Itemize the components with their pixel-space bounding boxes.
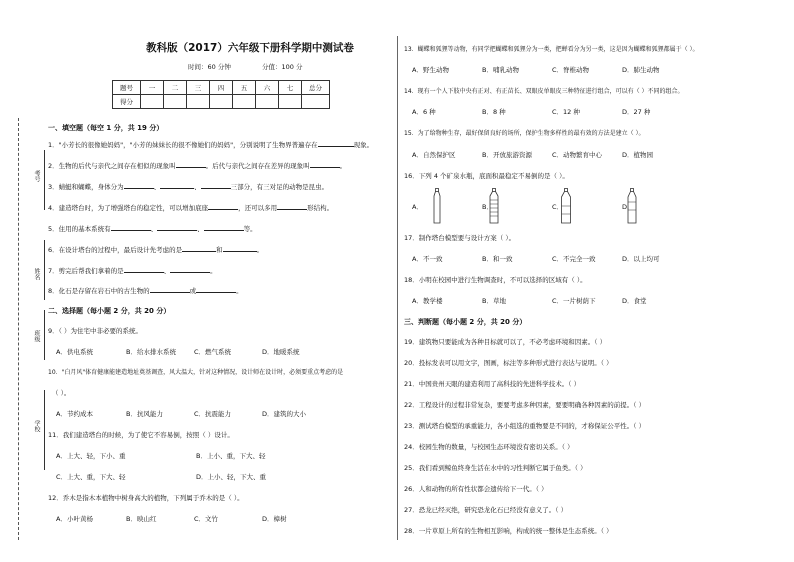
answer-blank[interactable] [157, 224, 197, 231]
score-table-cell: 二 [164, 81, 187, 95]
score-input-cell[interactable] [187, 95, 210, 109]
score-table-header-row [113, 81, 330, 95]
school-line [44, 390, 45, 470]
question-10-stem: 10．"白月风"体育健康能建造地址奠基调查，风大温大，针对这种情况，设计师在设计时，必须要重点考虑的是 [48, 369, 344, 376]
answer-blank[interactable] [176, 161, 206, 168]
q2-text-a: 2．生物的后代与亲代之间存在相似的现象叫 [48, 162, 176, 170]
q9-option-c[interactable]: C．燃气系统 [194, 348, 232, 356]
q10-option-d[interactable]: D．建筑的大小 [262, 410, 307, 418]
q11-option-a[interactable]: A．上大、轻，下小、重 [56, 452, 126, 460]
q2-text-b: 。后代与亲代之间存在差异的现象叫 [205, 162, 310, 170]
q3-text-c: 、 [194, 183, 201, 191]
question-23: 23．测试塔台模型的承重能力，各小组选的重物要是不同的，才称保证公平性。（ ） [404, 422, 646, 430]
question-17-stem: 17．制作塔台模型要与设计方案（ ）。 [404, 234, 516, 242]
q11-option-c[interactable]: C．上大、重，下大、轻 [56, 473, 126, 481]
question-15-stem: 15．为了给物种生存，最好保留良好的场所，保护生物多样性的最有效的方法是建立（ ）。 [404, 130, 645, 137]
question-5 [48, 224, 257, 233]
score-input-cell[interactable] [210, 95, 233, 109]
score-table-cell: 五 [233, 81, 256, 95]
q1-text-a: 1．"小芳长的很像她妈妈"，"小芳的妹妹长的很不像她们的妈妈"，分别说明了生物界普遍存在 [48, 141, 318, 149]
question-16-stem: 16．下列 4 个矿泉水瓶，底面积最稳定不易倒的是（ ）。 [404, 172, 569, 180]
section2-title: 二、选择题（每小题 2 分，共 20 分） [48, 307, 171, 315]
q6-text-a: 6．在设计塔台的过程中，最后设计先考虑的是 [48, 246, 183, 254]
question-2 [48, 161, 346, 170]
q3-text-d: 三部分，有三对足的动物是昆虫。 [230, 183, 329, 191]
section3-title: 三、判断题（每小题 2 分，共 20 分） [404, 318, 527, 326]
margin-label-exam-number: 考号 [33, 170, 40, 182]
question-9-stem: 9．（ ）为住宅中非必要的系统。 [48, 327, 142, 335]
q12-option-b[interactable]: B．映山红 [126, 515, 157, 523]
name-line [44, 240, 45, 300]
answer-blank[interactable] [182, 245, 216, 252]
q7-text-a: 7．剪完后帮我们拿着的是 [48, 267, 124, 275]
answer-blank[interactable] [111, 224, 151, 231]
q5-text-d: 等。 [243, 225, 257, 233]
q16-option-b[interactable]: B． [482, 203, 493, 211]
question-6 [48, 245, 263, 254]
q17-option-c[interactable]: C．不完全一致 [552, 255, 596, 263]
question-8 [48, 286, 243, 295]
score-table-cell: 一 [141, 81, 164, 95]
q15-option-b[interactable]: B．开放旅游资源 [482, 151, 532, 159]
answer-blank[interactable] [204, 224, 244, 231]
exam-score: 分值：100 分 [262, 63, 303, 71]
q7-text-b: 、 [163, 267, 171, 275]
q9-option-a[interactable]: A．供电系统 [56, 348, 93, 356]
q18-option-c[interactable]: C．一片树荫下 [552, 297, 596, 305]
bottle-d-icon [626, 188, 638, 224]
q16-option-a[interactable]: A． [412, 203, 423, 211]
class-line [44, 310, 45, 360]
bottle-c-icon [560, 188, 572, 224]
score-table [112, 80, 330, 109]
q6-text-b: 和 [216, 246, 223, 254]
score-table-cell: 总分 [302, 81, 330, 95]
q14-option-d[interactable]: D．27 种 [622, 108, 651, 116]
q16-option-c[interactable]: C． [552, 203, 564, 211]
question-10-stem-cont: （ ）。 [52, 389, 71, 397]
score-table-cell: 三 [187, 81, 210, 95]
score-table-cell: 四 [210, 81, 233, 95]
q13-option-a[interactable]: A．野生动物 [412, 66, 449, 74]
question-12-stem: 12．乔木是指木本植物中树身高大的植物，下列属于乔木的是（ ）。 [48, 494, 244, 502]
margin-label-class: 班级 [33, 330, 40, 342]
q4-text-c: 形结构。 [307, 204, 334, 212]
question-22: 22．工程设计的过程非常复杂，要要考虑多种因素，要要明确各种因素的前提。（ ） [404, 401, 646, 409]
q3-text-b: 、 [153, 183, 161, 191]
question-1 [48, 140, 373, 149]
answer-blank[interactable] [196, 286, 236, 293]
q10-option-a[interactable]: A．节约成本 [56, 410, 93, 418]
page-title: 教科版（2017）六年级下册科学期中测试卷 [146, 42, 354, 54]
question-27: 27．恐龙已经灭绝，研究恐龙化石已经没有意义了。（ ） [404, 506, 568, 514]
q6-text-c: 。 [256, 246, 264, 254]
q14-option-b[interactable]: B．8 种 [482, 108, 506, 116]
score-input-cell[interactable] [302, 95, 330, 109]
score-input-cell[interactable] [141, 95, 164, 109]
q11-option-d[interactable]: D．上小、轻，下大、重 [196, 473, 267, 481]
q10-option-c[interactable]: C．抗震能力 [194, 410, 232, 418]
score-table-cell: 题号 [113, 81, 141, 95]
question-11-stem: 11．我们建造塔台的时候，为了使它不容易倒，按照（ ）设计。 [48, 431, 234, 439]
question-14-stem: 14．现有一个人下肢中央有正对、有正苗长、双眼皮单眼皮三种特征进行组合，可以有（ ）不同的组合。 [404, 88, 684, 95]
q18-option-a[interactable]: A．教学楼 [412, 297, 443, 305]
score-input-cell[interactable] [279, 95, 302, 109]
q15-option-c[interactable]: C．动物繁育中心 [552, 151, 603, 159]
score-table-cell: 六 [256, 81, 279, 95]
q10-option-b[interactable]: B．抗风能力 [126, 410, 163, 418]
q1-text-b: 现象。 [353, 141, 374, 149]
answer-blank[interactable] [277, 203, 307, 210]
q14-option-a[interactable]: A．6 种 [412, 108, 436, 116]
q7-text-c: 。 [210, 267, 217, 275]
answer-blank[interactable] [150, 286, 190, 293]
q15-option-a[interactable]: A．自然保护区 [412, 151, 456, 159]
q5-text-b: 、 [150, 225, 158, 233]
answer-blank[interactable] [310, 161, 340, 168]
q9-option-b[interactable]: B．给水排水系统 [126, 348, 176, 356]
q5-text-c: 、 [197, 225, 204, 233]
bottle-a-icon [432, 188, 442, 224]
q16-option-d[interactable]: D． [622, 203, 634, 211]
question-4 [48, 203, 333, 212]
answer-blank[interactable] [208, 203, 238, 210]
question-28: 28．一片草原上所有的生物相互影响，构成的统一整体是生态系统。（ ） [404, 527, 613, 535]
answer-blank[interactable] [124, 266, 164, 273]
column-divider [397, 36, 398, 540]
score-input-cell[interactable] [164, 95, 187, 109]
q18-option-d[interactable]: D．食堂 [622, 297, 647, 305]
question-13-stem: 13．蝴蝶和狐狸等动物，有同学把蝴蝶和狐狸分为一类，把蝉看分为另一类，这是因为蝴蝶和狐狸都属于（ ）。 [404, 46, 699, 53]
bottle-b-icon [488, 188, 500, 224]
q11-option-b[interactable]: B．上小、重，下大、轻 [196, 452, 266, 460]
question-3 [48, 182, 328, 191]
q13-option-b[interactable]: B．哺乳动物 [482, 66, 519, 74]
q14-option-c[interactable]: C．12 种 [552, 108, 580, 116]
q8-text-b: 或 [189, 287, 197, 295]
q17-option-a[interactable]: A．不一致 [412, 255, 443, 263]
answer-blank[interactable] [318, 140, 354, 147]
q13-option-d[interactable]: D．肺生动物 [622, 66, 660, 74]
answer-blank[interactable] [124, 182, 154, 189]
q8-text-a: 8．化石是存留在岩石中的古生物的 [48, 287, 150, 295]
answer-blank[interactable] [170, 266, 210, 273]
margin-label-school: 学校 [33, 420, 40, 432]
score-table-cell: 得分 [113, 95, 141, 109]
q9-option-d[interactable]: D．地暖系统 [262, 348, 300, 356]
question-21: 21．中国贵州天眼的建造利用了高科技的先进科学技术。（ ） [404, 380, 581, 388]
q2-text-c: 。 [339, 162, 347, 170]
q17-option-b[interactable]: B．和一致 [482, 255, 513, 263]
question-20: 20．投标发表可以用文字，图画，标注等多种形式进行表达与说明。（ ） [404, 359, 613, 367]
margin-label-name: 姓名 [33, 268, 40, 280]
score-table-score-row [113, 95, 330, 109]
q4-text-a: 4．建造塔台时，为了增强塔台的稳定性，可以增加底座 [48, 204, 209, 212]
answer-blank[interactable] [160, 182, 194, 189]
answer-blank[interactable] [201, 182, 231, 189]
q18-option-b[interactable]: B．草地 [482, 297, 506, 305]
score-input-cell[interactable] [233, 95, 256, 109]
question-19: 19．建筑物只要能成为各种目标就可以了，不必考虑环境和因素。（ ） [404, 338, 607, 346]
exam-time: 时间：60 分钟 [188, 63, 231, 71]
question-25: 25．我们看到鲸鱼终身生活在水中的习性判断它属于鱼类。（ ） [404, 464, 587, 472]
q13-option-c[interactable]: C．脊椎动物 [552, 66, 590, 74]
q12-option-d[interactable]: D．樟树 [262, 515, 287, 523]
q17-option-d[interactable]: D．以上均可 [622, 255, 660, 263]
q12-option-a[interactable]: A．小叶黄杨 [56, 515, 93, 523]
q4-text-b: ，还可以多用 [238, 204, 278, 212]
binding-margin-line [18, 118, 19, 540]
section1-title: 一、填空题（每空 1 分，共 19 分） [48, 124, 164, 132]
question-26: 26．人和动物的所有性状都会遗传给下一代。（ ） [404, 485, 548, 493]
question-7 [48, 266, 217, 275]
q5-text-a: 5．住用的基本系统有 [48, 225, 111, 233]
q15-option-d[interactable]: D．植物园 [622, 151, 654, 159]
score-input-cell[interactable] [256, 95, 279, 109]
q3-text-a: 3．蜻蜓和蝴蝶，身体分为 [48, 183, 124, 191]
answer-blank[interactable] [223, 245, 257, 252]
question-18-stem: 18．小明在校园中进行生物调查时，不可以选择的区域有（ ）。 [404, 276, 587, 284]
q12-option-c[interactable]: C．文竹 [194, 515, 219, 523]
score-table-cell: 七 [279, 81, 302, 95]
question-24: 24．校园生物的数量，与校园生态环境没有密切关系。（ ） [404, 443, 574, 451]
exam-number-line [44, 150, 45, 210]
q8-text-c: 。 [236, 287, 243, 295]
